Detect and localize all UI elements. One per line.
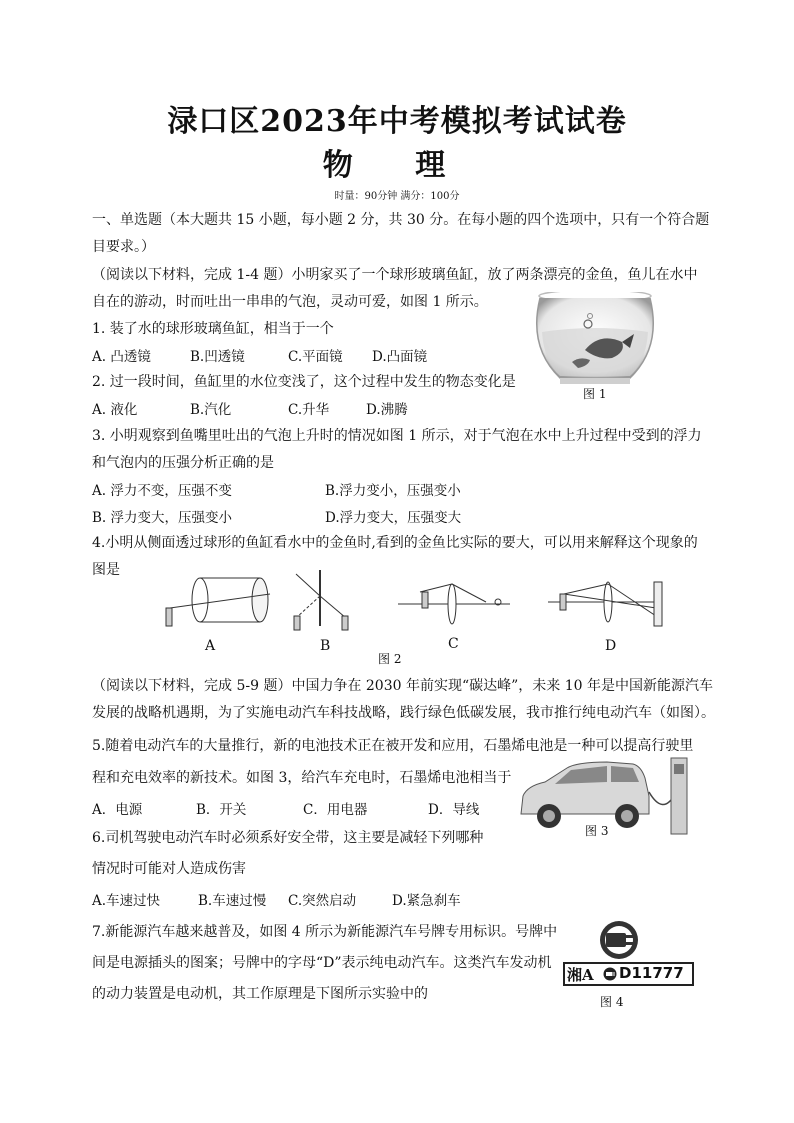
q6-option-b: B.车速过慢 — [198, 893, 267, 909]
q1-option-c: C.平面镜 — [288, 349, 343, 365]
q1-option-a: A. 凸透镜 — [92, 349, 151, 365]
q5-option-c: C．用电器 — [303, 802, 368, 818]
q2-option-d: D.沸腾 — [366, 402, 408, 418]
fig2-label-b: B — [320, 638, 331, 654]
optics-diagrams — [160, 568, 680, 638]
q7-stem-line3: 的动力装置是电动机，其工作原理是下图所示实验中的 — [92, 986, 428, 1002]
q3-stem-line2: 和气泡内的压强分析正确的是 — [92, 455, 274, 471]
plug-logo-icon — [594, 919, 644, 961]
q2-option-a: A. 液化 — [92, 402, 138, 418]
passage1-line2: 自在的游动，时而吐出一串串的气泡，灵动可爱，如图 1 所示。 — [92, 294, 488, 310]
plate-plug-icon — [603, 967, 617, 981]
q4-stem-line2: 图是 — [92, 562, 120, 578]
fig3-caption: 图 3 — [585, 824, 609, 838]
passage1-line1: （阅读以下材料，完成 1-4 题）小明家买了一个球形玻璃鱼缸，放了两条漂亮的金鱼，鱼儿在水中 — [92, 267, 698, 283]
q3-stem-line1: 3. 小明观察到鱼嘴里吐出的气泡上升时的情况如图 1 所示，对于气泡在水中上升过程中受到的浮力 — [92, 428, 702, 444]
q3-option-d: D.浮力变大，压强变大 — [325, 510, 462, 526]
q6-option-d: D.紧急刹车 — [392, 893, 461, 909]
q6-option-c: C.突然启动 — [288, 893, 357, 909]
subject-title: 物 理 — [322, 148, 472, 183]
passage2-line2: 发展的战略机遇期，为了实施电动汽车科技战略，践行绿色低碳发展，我市推行纯电动汽车（如图）。 — [92, 705, 715, 721]
q6-stem-line1: 6.司机驾驶电动汽车时必须系好安全带，这主要是减轻下列哪种 — [92, 830, 484, 846]
q7-stem-line1: 7.新能源汽车越来越普及，如图 4 所示为新能源汽车号牌专用标识。号牌中 — [92, 924, 558, 940]
q5-option-a: A．电源 — [92, 802, 143, 818]
diagram-a — [166, 578, 270, 626]
plate-province: 湘A — [567, 966, 594, 984]
q5-stem-line1: 5.随着电动汽车的大量推行，新的电池技术正在被开发和应用，石墨烯电池是一种可以提高行驶里 — [92, 738, 694, 754]
q1-stem: 1. 装了水的球形玻璃鱼缸，相当于一个 — [92, 321, 334, 337]
q5-stem-line2: 程和充电效率的新技术。如图 3，给汽车充电时，石墨烯电池相当于 — [92, 770, 512, 786]
diagram-d — [548, 582, 662, 626]
fishbowl-figure — [530, 292, 660, 392]
fig1-caption: 图 1 — [583, 387, 607, 401]
q3-option-c: B. 浮力变大，压强变小 — [92, 510, 233, 526]
q3-option-a: A. 浮力不变，压强不变 — [92, 483, 232, 499]
q2-option-b: B.汽化 — [190, 402, 232, 418]
q4-stem-line1: 4.小明从侧面透过球形的鱼缸看水中的金鱼时,看到的金鱼比实际的要大，可以用来解释这个现象的 — [92, 535, 698, 551]
q1-option-b: B.凹透镜 — [190, 349, 245, 365]
q3-option-b: B.浮力变小，压强变小 — [325, 483, 461, 499]
exam-meta: 时量：90分钟 满分：100分 — [334, 191, 460, 202]
exam-title: 渌口区2023年中考模拟考试试卷 — [167, 104, 627, 139]
fig2-label-d: D — [605, 638, 617, 654]
q1-option-d: D.凸面镜 — [372, 349, 428, 365]
q7-stem-line2: 间是电源插头的图案；号牌中的字母“D”表示纯电动汽车。这类汽车发动机 — [92, 955, 552, 971]
plate-number: D11777 — [619, 964, 684, 982]
q2-option-c: C.升华 — [288, 402, 330, 418]
fig2-label-c: C — [448, 636, 459, 652]
fig4-caption: 图 4 — [600, 995, 624, 1009]
diagram-b — [294, 570, 348, 630]
diagram-c — [398, 584, 510, 624]
section-heading: 一、单选题（本大题共 15 小题，每小题 2 分，共 30 分。在每小题的四个选项中，只有一个符合题 — [92, 212, 710, 228]
q5-option-d: D．导线 — [428, 802, 480, 818]
q6-stem-line2: 情况时可能对人造成伤害 — [92, 861, 246, 877]
passage2-line1: （阅读以下材料，完成 5-9 题）中国力争在 2030 年前实现“碳达峰”，未来 10 年是中国新能源汽车 — [92, 678, 714, 694]
fig2-caption: 图 2 — [378, 652, 402, 666]
q2-stem: 2. 过一段时间，鱼缸里的水位变浅了，这个过程中发生的物态变化是 — [92, 374, 516, 390]
fig2-label-a: A — [205, 638, 216, 654]
section-heading-cont: 目要求。） — [92, 239, 155, 255]
q6-option-a: A.车速过快 — [92, 893, 161, 909]
q5-option-b: B．开关 — [196, 802, 247, 818]
